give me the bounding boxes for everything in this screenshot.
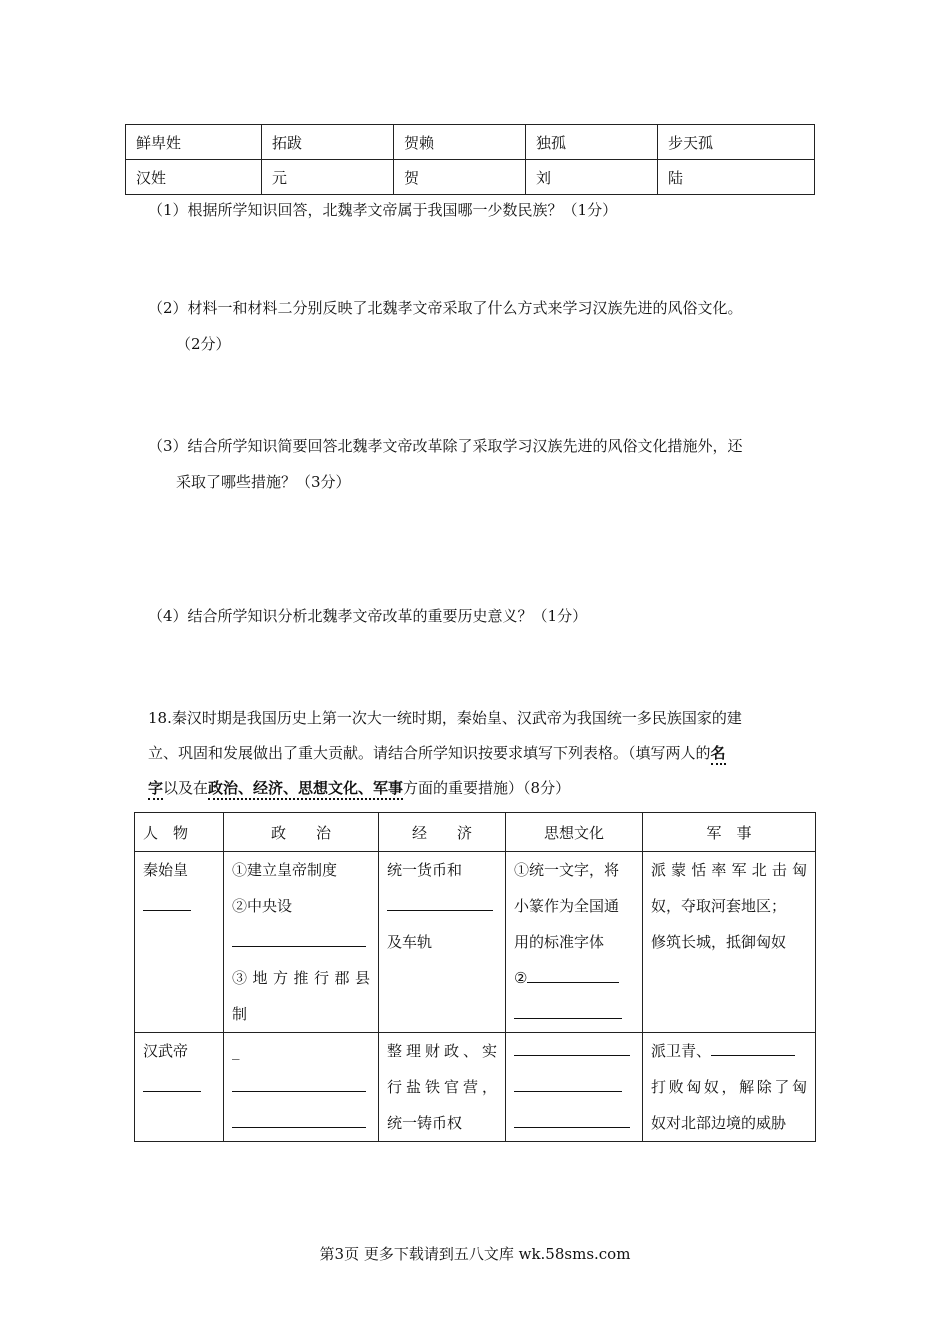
answer-blank — [514, 1105, 634, 1141]
question-3-line-2: 采取了哪些措施？（3分） — [176, 473, 351, 491]
person-name: 汉武帝 — [143, 1042, 189, 1060]
table-row — [126, 160, 815, 195]
table-row-qin — [135, 852, 816, 1033]
table-header-row — [135, 813, 816, 852]
answer-blank — [232, 1069, 370, 1105]
measure-line: 奴，夺取河套地区； — [651, 897, 787, 915]
measure-line: 小篆作为全国通 — [514, 897, 620, 915]
measures-table — [134, 812, 816, 1142]
answer-blank — [514, 1069, 634, 1105]
measure-line: 修筑长城，抵御匈奴 — [651, 933, 787, 951]
person-cell — [135, 852, 224, 1033]
measure-line: ③地方推行郡县 — [232, 969, 370, 987]
measure-line: ②中央设 — [232, 897, 293, 915]
question-18-line-3 — [148, 776, 570, 800]
table-row — [126, 125, 815, 160]
measure-line: 用的标准字体 — [514, 933, 605, 951]
measure-line: 制 — [232, 1005, 248, 1023]
page-footer: 第3页 更多下载请到五八文库 wk.58sms.com — [319, 1245, 631, 1263]
question-18-text: 以及在 — [163, 779, 209, 797]
header-economy: 经 济 — [379, 813, 506, 852]
measure-line: 奴对北部边境的威胁 — [651, 1114, 787, 1132]
answer-blank — [143, 888, 215, 924]
table-cell: 贺 — [394, 160, 526, 195]
military-cell — [643, 1033, 816, 1142]
answer-blank — [514, 996, 634, 1032]
question-18-text: 方面的重要措施）（8分） — [403, 779, 571, 797]
measure-line: 统一货币和 — [387, 861, 463, 879]
politics-cell — [224, 1033, 379, 1142]
measure-line: 行盐铁官营， — [387, 1078, 497, 1096]
table-cell: 独孤 — [526, 125, 658, 160]
measure-line: ①统一文字，将 — [514, 861, 620, 879]
measure-line: 及车轨 — [387, 933, 433, 951]
question-3-line-1: （3）结合所学知识简要回答北魏孝文帝改革除了采取学习汉族先进的风俗文化措施外，还 — [148, 437, 743, 455]
economy-cell — [379, 852, 506, 1033]
table-cell: 汉姓 — [126, 160, 262, 195]
answer-blank — [232, 1105, 370, 1141]
header-culture: 思想文化 — [506, 813, 643, 852]
table-cell: 贺赖 — [394, 125, 526, 160]
measure-line: 统一铸币权 — [387, 1114, 463, 1132]
measure-line: _ — [232, 1042, 240, 1060]
table-cell: 鲜卑姓 — [126, 125, 262, 160]
question-2-line-1: （2）材料一和材料二分别反映了北魏孝文帝采取了什么方式来学习汉族先进的风俗文化。 — [148, 299, 743, 317]
question-18-line-2 — [148, 741, 726, 765]
emphasized-text: 政治、经济、思想文化、军事 — [208, 779, 403, 800]
header-politics: 政 治 — [224, 813, 379, 852]
culture-cell — [506, 852, 643, 1033]
question-1: （1）根据所学知识回答，北魏孝文帝属于我国哪一少数民族？（1分） — [148, 201, 618, 219]
person-cell — [135, 1033, 224, 1142]
header-person: 人 物 — [135, 813, 224, 852]
emphasized-text: 字 — [148, 779, 163, 800]
question-18-line-1: 18.秦汉时期是我国历史上第一次大一统时期，秦始皇、汉武帝为我国统一多民族国家的建 — [148, 709, 742, 727]
measure-line: 派蒙恬率军北击匈 — [651, 861, 807, 879]
table-row-han — [135, 1033, 816, 1142]
table-cell: 步天孤 — [658, 125, 815, 160]
measure-text: 派卫青、 — [651, 1042, 712, 1060]
table-cell: 陆 — [658, 160, 815, 195]
table-cell: 元 — [262, 160, 394, 195]
question-4: （4）结合所学知识分析北魏孝文帝改革的重要历史意义？（1分） — [148, 607, 588, 625]
measure-line: 打败匈奴，解除了匈 — [651, 1078, 807, 1096]
question-2-line-2: （2分） — [176, 335, 231, 353]
question-18-text: 立、巩固和发展做出了重大贡献。请结合所学知识按要求填写下列表格。（填写两人的 — [148, 744, 711, 762]
measure-line — [651, 1033, 807, 1069]
answer-blank — [514, 1033, 634, 1069]
measure-line: 整理财政、实 — [387, 1042, 497, 1060]
measure-number: ② — [514, 969, 528, 987]
answer-blank — [387, 888, 497, 924]
measure-line: ①建立皇帝制度 — [232, 861, 338, 879]
measure-line — [514, 960, 634, 996]
table-cell: 刘 — [526, 160, 658, 195]
emphasized-text: 名 — [711, 744, 726, 765]
politics-cell — [224, 852, 379, 1033]
person-name: 秦始皇 — [143, 861, 189, 879]
economy-cell — [379, 1033, 506, 1142]
answer-blank — [143, 1069, 215, 1105]
answer-blank — [232, 924, 370, 960]
header-military: 军 事 — [643, 813, 816, 852]
culture-cell — [506, 1033, 643, 1142]
surname-table — [125, 124, 815, 195]
table-cell: 拓跋 — [262, 125, 394, 160]
military-cell — [643, 852, 816, 1033]
